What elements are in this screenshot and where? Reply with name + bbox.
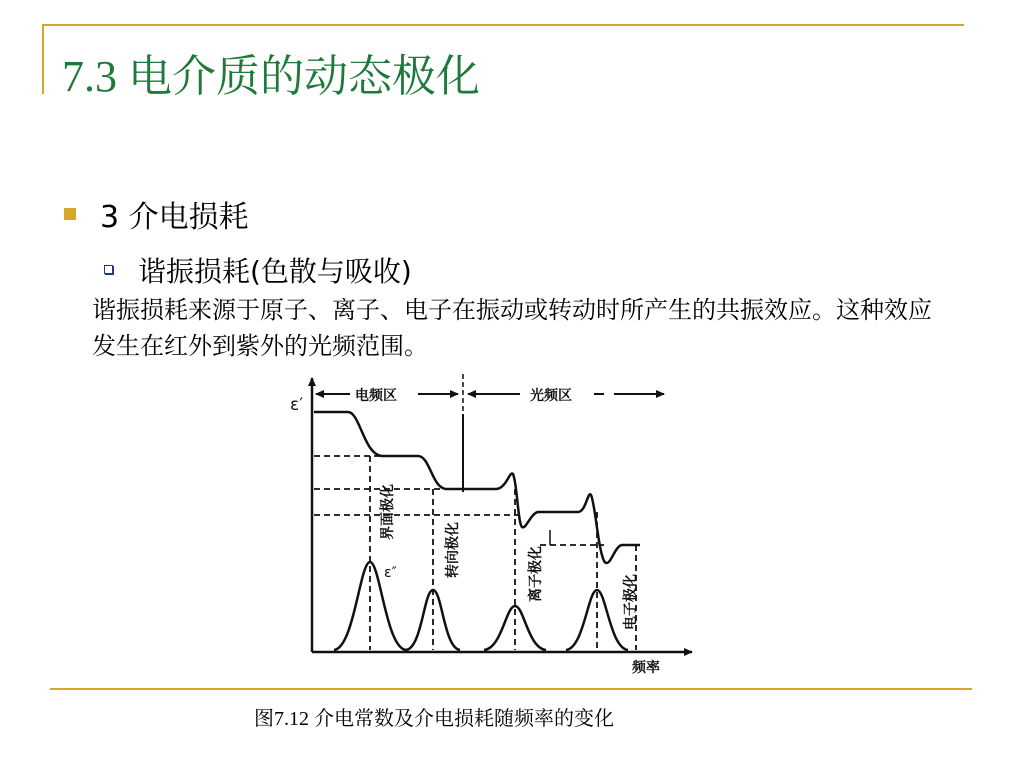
loss-peak-electronic xyxy=(566,590,628,650)
optical-region-label: 光频区 xyxy=(530,388,572,404)
slide-title: 7.3 电介质的动态极化 xyxy=(62,52,480,101)
x-axis-label: 频率 xyxy=(632,660,660,676)
frame-left-rule xyxy=(42,24,44,94)
figure-caption: 图7.12 介电常数及介电损耗随频率的变化 xyxy=(254,708,614,730)
bullet-level1-text: 3 介电损耗 xyxy=(100,200,249,235)
interface-polarization-label: 界面极化 xyxy=(380,484,396,540)
loss-label: ε″ xyxy=(384,565,397,581)
electronic-polarization-label: 电子极化 xyxy=(623,574,639,630)
frame-top-rule xyxy=(42,24,964,26)
bullet-level2-text: 谐振损耗(色散与吸收) xyxy=(138,255,412,288)
ionic-polarization-label: 离子极化 xyxy=(528,546,544,602)
body-paragraph: 谐振损耗来源于原子、离子、电子在振动或转动时所产生的共振效应。这种效应发生在红外到紫外的光频范围。 xyxy=(92,296,932,360)
permittivity-curve xyxy=(314,412,640,563)
bottom-rule xyxy=(50,688,972,690)
dielectric-frequency-figure xyxy=(280,365,700,690)
y-axis-label: ε′ xyxy=(290,395,304,415)
orientation-polarization-label: 转向极化 xyxy=(445,522,461,578)
hollow-square-bullet-icon xyxy=(104,265,113,274)
electric-region-label: 电频区 xyxy=(355,388,397,404)
square-bullet-icon xyxy=(64,208,76,220)
